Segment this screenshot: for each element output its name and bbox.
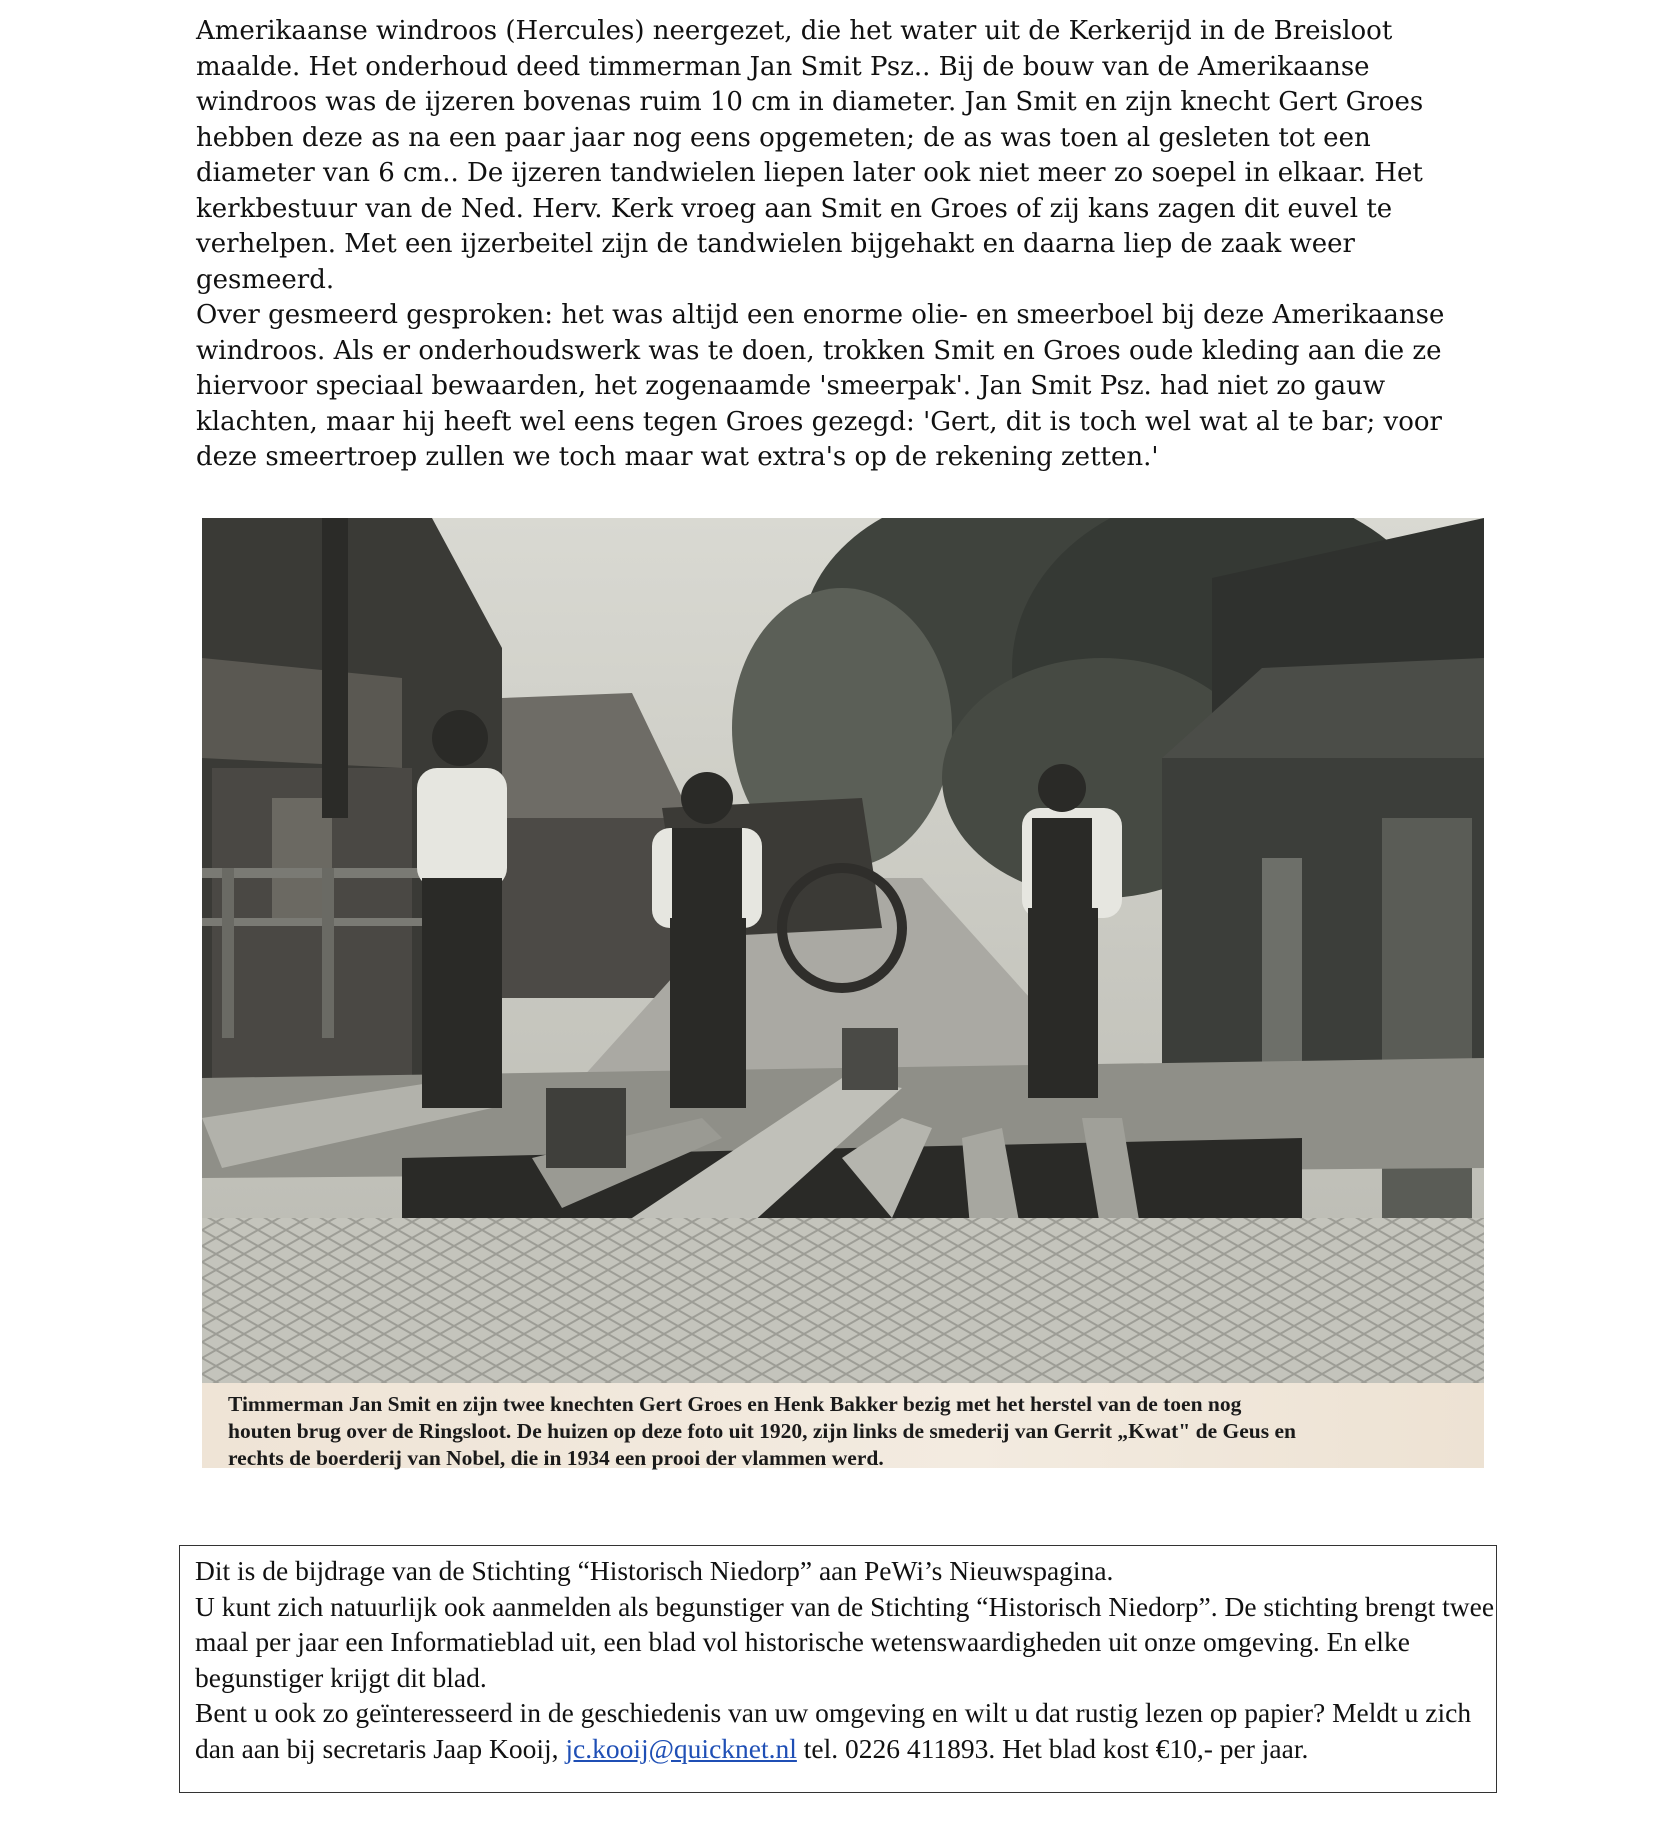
article-text [196, 14, 1446, 476]
photo-caption-strip [202, 1383, 1484, 1468]
footer-line-1: Dit is de bijdrage van de Stichting “Historisch Niedorp” aan PeWi’s Nieuwspagina. [195, 1555, 1114, 1586]
footer-line-2: U kunt zich natuurlijk ook aanmelden als begunstiger van de Stichting “Historisch Niedorp”. De stichting brengt twee maal per jaar een Informatieblad uit, een blad vol historische wetenswaardigheden uit onze omgeving. En elke begunstiger krijgt dit blad. [195, 1590, 1495, 1693]
historic-photo [202, 518, 1484, 1468]
bridge-repair-photo [202, 518, 1484, 1383]
email-link[interactable]: jc.kooij@quicknet.nl [565, 1732, 797, 1764]
footer-price-text: tel. 0226 411893. Het blad kost €10,- per jaar. [796, 1732, 1309, 1764]
footer-info-box [179, 1545, 1497, 1793]
article-paragraph-1: Amerikaanse windroos (Hercules) neergezet, die het water uit de Kerkerijd in de Breisloot maalde. Het onderhoud deed timmerman Jan Smit Psz.. Bij de bouw van de Amerikaanse windroos was de ijzeren bovenas ruim 10 cm in diameter. Jan Smit en zijn knecht Gert Groes hebben deze as na een paar jaar nog eens opgemeten; de as was toen al gesleten tot een diameter van 6 cm.. De ijzeren tandwielen liepen later ook niet meer zo soepel in elkaar. Het kerkbestuur van de Ned. Herv. Kerk vroeg aan Smit en Groes of zij kans zagen dit euvel te verhelpen. Met een ijzerbeitel zijn de tandwielen bijgehakt en daarna liep de zaak weer gesmeerd. [196, 16, 1424, 295]
photo-caption: Timmerman Jan Smit en zijn twee knechten Gert Groes en Henk Bakker bezig met het herstel van de toen nog houten brug over de Ringsloot. De huizen op deze foto uit 1920, zijn links de smederij van Gerrit „Kwat" de Geus en rechts de boerderij van Nobel, die in 1934 een prooi der vlammen werd. [228, 1392, 1296, 1470]
footer-line-3 [195, 1695, 1496, 1766]
article-paragraph-2: Over gesmeerd gesproken: het was altijd een enorme olie- en smeerboel bij deze Amerikaanse windroos. Als er onderhoudswerk was te doen, trokken Smit en Groes oude kleding aan die ze hiervoor speciaal bewaarden, het zogenaamde 'smeerpak'. Jan Smit Psz. had niet zo gauw klachten, maar hij heeft wel eens tegen Groes gezegd: 'Gert, dit is toch wel wat al te bar; voor deze smeertroep zullen we toch maar wat extra's op de rekening zetten.' [196, 300, 1445, 472]
footer-contact-text: Bent u ook zo geïnteresseerd in de geschiedenis van uw omgeving en wilt u dat rustig lezen op papier? Meldt u zich dan aan bij secretaris Jaap Kooij, [195, 1697, 1472, 1764]
